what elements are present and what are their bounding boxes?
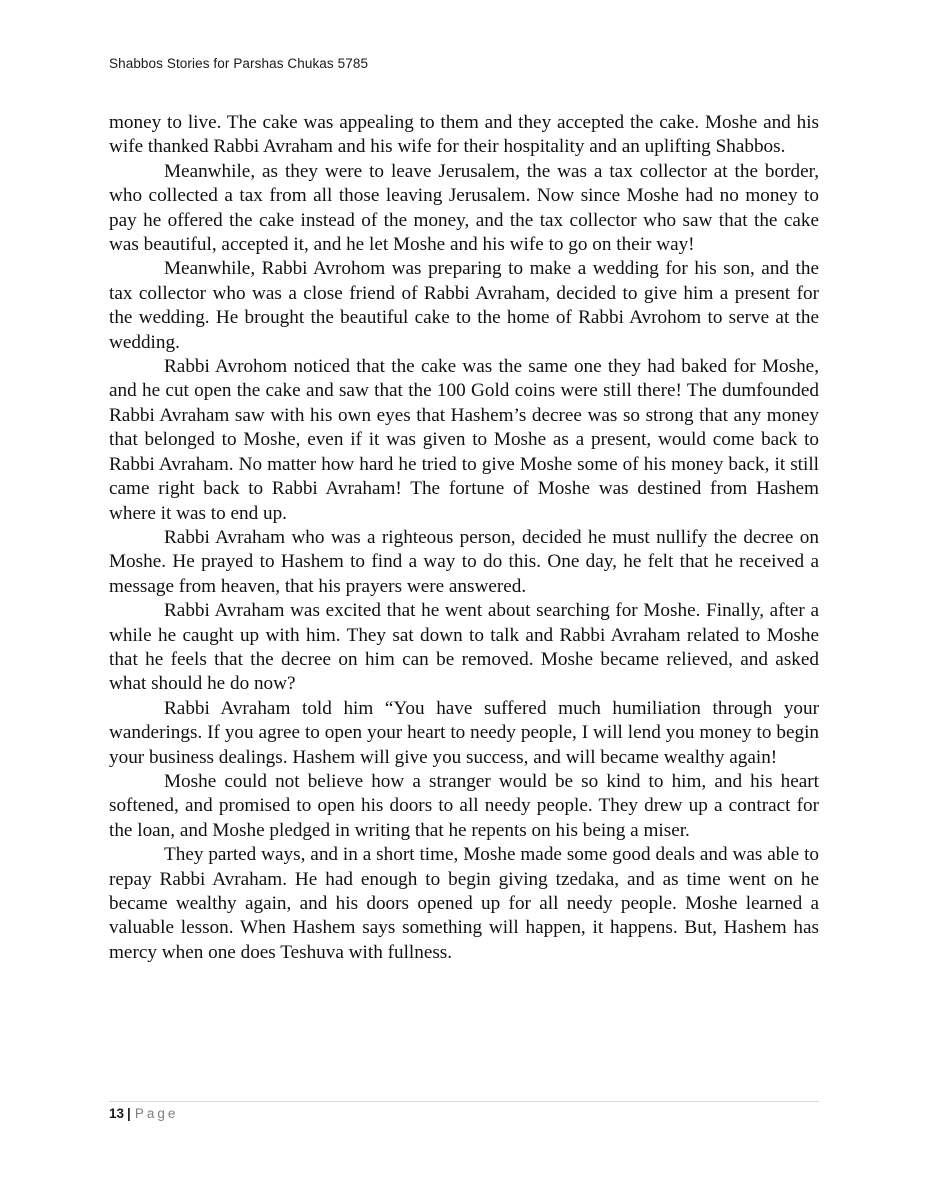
paragraph: Rabbi Avraham told him “You have suffered much humiliation through your wanderings. If you agree to open your heart to needy people, I will lend you money to begin your business dealings. Hashem will give you success, and will became wealthy again! <box>109 697 819 768</box>
paragraph: Rabbi Avraham was excited that he went about searching for Moshe. Finally, after a while he caught up with him. They sat down to talk and Rabbi Avraham related to Moshe that he feels that the decree on him can be removed. Moshe became relieved, and asked what should he do now? <box>109 600 819 695</box>
story-body <box>109 111 819 965</box>
paragraph: They parted ways, and in a short time, Moshe made some good deals and was able to repay Rabbi Avraham. He had enough to begin giving tzedaka, and as time went on he became wealthy again, and his doors opened up for all needy people. Moshe learned a valuable lesson. When Hashem says something will happen, it happens. But, Hashem has mercy when one does Teshuva with fullness. <box>109 844 819 963</box>
running-header: Shabbos Stories for Parshas Chukas 5785 <box>109 56 369 71</box>
paragraph: Meanwhile, Rabbi Avrohom was preparing to make a wedding for his son, and the tax collector who was a close friend of Rabbi Avraham, decided to give him a present for the wedding. He brought the beautiful cake to the home of Rabbi Avrohom to serve at the wedding. <box>109 258 819 353</box>
paragraph-continuation: money to live. The cake was appealing to them and they accepted the cake. Moshe and his wife thanked Rabbi Avraham and his wife for their hospitality and an uplifting Shabbos. <box>109 112 819 158</box>
page-footer <box>109 1106 178 1121</box>
paragraph: Meanwhile, as they were to leave Jerusalem, the was a tax collector at the border, who collected a tax from all those leaving Jerusalem. Now since Moshe had no money to pay he offered the cake instead of the money, and the tax collector who saw that the cake was beautiful, accepted it, and he let Moshe and his wife to go on their way! <box>109 160 819 256</box>
footer-divider <box>109 1101 819 1102</box>
paragraph: Moshe could not believe how a stranger would be so kind to him, and his heart softened, and promised to open his doors to all needy people. They drew up a contract for the loan, and Moshe pledged in writing that he repents on his being a miser. <box>109 770 819 841</box>
paragraph: Rabbi Avraham who was a righteous person, decided he must nullify the decree on Moshe. He prayed to Hashem to find a way to do this. One day, he felt that he received a message from heaven, that his prayers were answered. <box>109 526 819 597</box>
footer-separator: | <box>127 1106 131 1121</box>
paragraph: Rabbi Avrohom noticed that the cake was the same one they had baked for Moshe, and he cut open the cake and saw that the 100 Gold coins were still there! The dumfounded Rabbi Avraham saw with his own eyes that Hashem’s decree was so strong that any money that belonged to Moshe, even if it was given to Moshe as a present, would come back to Rabbi Avraham. No matter how hard he tried to give Moshe some of his money back, it still came right back to Rabbi Avraham! The fortune of Moshe was destined from Hashem where it was to end up. <box>109 356 819 524</box>
page-label: Page <box>134 1106 179 1121</box>
page-number: 13 <box>109 1106 125 1121</box>
